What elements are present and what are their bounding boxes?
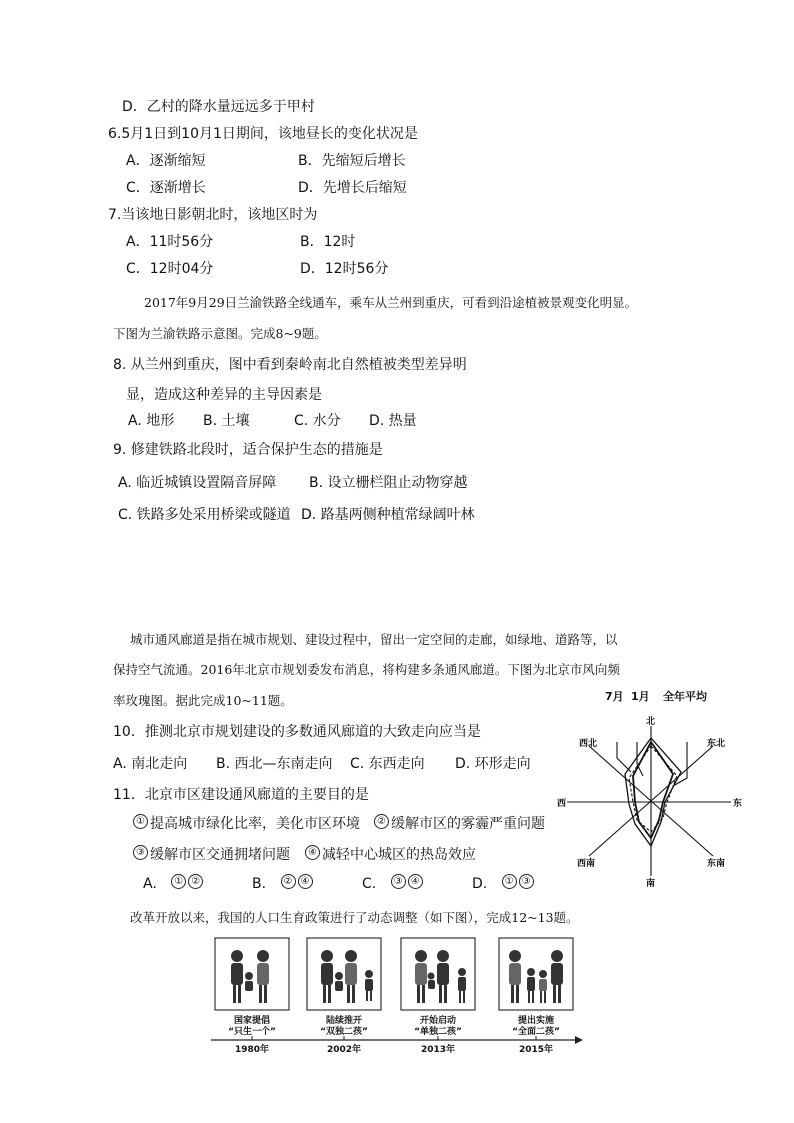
- q6-option-a: A．逐渐缩短: [126, 153, 206, 169]
- intro-8-9-line2: 下图为兰渝铁路示意图。完成8~9题。: [113, 326, 327, 341]
- circled-number-4: ④: [305, 845, 320, 860]
- panel-2002-caption2: “双独二孩”: [320, 1027, 368, 1037]
- year-2002: 2002年: [326, 1045, 362, 1055]
- q8-option-d: D. 热量: [369, 413, 417, 429]
- q10-option-a: A. 南北走向: [113, 756, 188, 772]
- q7-option-a: A．11时56分: [126, 234, 214, 250]
- circled-number-1: ①: [133, 814, 148, 829]
- circled-number-2: ②: [188, 874, 203, 889]
- intro-8-9-line1: 2017年9月29日兰渝铁路全线通车，乘车从兰州到重庆，可看到沿途植被景观变化明显。: [144, 295, 638, 310]
- direction-west: 西: [557, 799, 567, 809]
- q7-option-c: C．12时04分: [126, 261, 214, 277]
- q11-item-1: [133, 814, 360, 834]
- family-two-children-icon: [321, 950, 373, 1003]
- q9-stem: 9. 修建铁路北段时，适合保护生态的措施是: [113, 442, 383, 458]
- q10-option-d: D. 环形走向: [455, 756, 531, 772]
- q7-option-b: B．12时: [300, 234, 356, 250]
- intro-10-11-line2: 保持空气流通。2016年北京市规划委发布消息，将构建多条通风廊道。下图为北京市风向频: [113, 662, 620, 677]
- q11-option-d-letter: D.: [472, 876, 488, 892]
- panel-1980-caption2: “只生一个”: [228, 1027, 276, 1037]
- q11-option-c: [362, 874, 425, 894]
- direction-northeast: 东北: [707, 739, 726, 749]
- intro-12-13-line1: 改革开放以来，我国的人口生育政策进行了动态调整（如下图），完成12~13题。: [130, 910, 579, 925]
- direction-east: 东: [733, 799, 743, 809]
- panel-2013-caption2: “单独二孩”: [414, 1027, 462, 1037]
- wind-rose-diagram: [555, 690, 755, 890]
- intro-10-11-line1: 城市通风廊道是指在城市规划、建设过程中，留出一定空间的走廊，如绿地、道路等，以: [130, 632, 618, 647]
- panel-1980-caption1: 国家提倡: [233, 1016, 271, 1026]
- q11-stem: 11．北京市区建设通风廊道的主要目的是: [113, 787, 369, 803]
- q11-option-b-letter: B.: [252, 876, 267, 892]
- year-2015: 2015年: [518, 1045, 554, 1055]
- legend-july: 7月: [605, 690, 624, 703]
- q6-stem: 6.5月1日到10月1日期间，该地昼长的变化状况是: [108, 126, 418, 142]
- q6-option-b: B．先缩短后增长: [298, 153, 406, 169]
- q7-stem: 7.当该地日影朝北时，该地区时为: [108, 207, 318, 223]
- q6-option-c: C．逐渐增长: [126, 180, 206, 196]
- circled-number-1: ①: [502, 874, 517, 889]
- family-one-child-icon: [231, 950, 269, 1003]
- q6-option-d: D．先增长后缩短: [298, 180, 407, 196]
- q10-stem: 10．推测北京市规划建设的多数通风廊道的大致走向应当是: [113, 724, 481, 740]
- q11-option-a-letter: A.: [143, 876, 157, 892]
- intro-10-11-line3: 率玫瑰图。据此完成10~11题。: [113, 693, 293, 708]
- direction-south: 南: [646, 879, 656, 889]
- circled-number-3: ③: [133, 845, 148, 860]
- circled-number-4: ④: [408, 874, 423, 889]
- family-two-children-icon: [415, 950, 466, 1003]
- circled-number-4: ④: [298, 874, 313, 889]
- q8-stem-line2: 显，造成这种差异的主导因素是: [126, 387, 322, 403]
- circled-number-2: ②: [374, 814, 389, 829]
- q9-option-b: B. 设立栅栏阻止动物穿越: [309, 475, 468, 491]
- q11-item-3: [133, 845, 290, 865]
- q9-option-a: A. 临近城镇设置隔音屏障: [118, 475, 277, 491]
- q11-option-a: [143, 874, 205, 894]
- q11-item-1-text: 提高城市绿化比率，美化市区环境: [150, 816, 360, 832]
- q8-option-c: C. 水分: [294, 413, 341, 429]
- circled-number-3: ③: [519, 874, 534, 889]
- panel-2002-caption1: 陆续推开: [325, 1016, 363, 1026]
- direction-northwest: 西北: [579, 739, 598, 749]
- q7-option-d: D．12时56分: [300, 261, 389, 277]
- direction-southwest: 西南: [577, 859, 596, 869]
- year-1980: 1980年: [234, 1045, 270, 1055]
- q9-option-c: C. 铁路多处采用桥梁或隧道: [118, 507, 291, 523]
- year-2013: 2013年: [420, 1045, 456, 1055]
- circled-number-1: ①: [171, 874, 186, 889]
- q10-option-c: C. 东西走向: [350, 756, 425, 772]
- panel-2013-caption1: 开始启动: [419, 1016, 457, 1026]
- q11-option-d: [472, 874, 536, 894]
- q11-item-4-text: 减轻中心城区的热岛效应: [322, 847, 476, 863]
- q8-option-b: B. 土壤: [203, 413, 250, 429]
- q9-option-d: D. 路基两侧种植常绿阔叶林: [301, 507, 475, 523]
- legend-annual: 全年平均: [663, 690, 707, 703]
- q11-option-b: [252, 874, 315, 894]
- q8-stem-line1: 8. 从兰州到重庆，图中看到秦岭南北自然植被类型差异明: [113, 357, 467, 373]
- q11-item-3-text: 缓解市区交通拥堵问题: [150, 847, 290, 863]
- q5-option-d: D．乙村的降水量远远多于甲村: [122, 99, 315, 115]
- q8-option-a: A. 地形: [128, 413, 175, 429]
- q11-item-2: [374, 814, 545, 834]
- circled-number-3: ③: [391, 874, 406, 889]
- q11-item-4: [305, 845, 476, 865]
- timeline-arrow-icon: [575, 1036, 583, 1044]
- population-policy-timeline: [205, 932, 585, 1057]
- q11-item-2-text: 缓解市区的雾霾严重问题: [391, 816, 545, 832]
- panel-2015-caption2: “全面二孩”: [512, 1027, 560, 1037]
- circled-number-2: ②: [281, 874, 296, 889]
- direction-north: 北: [646, 717, 656, 727]
- panel-2015-caption1: 提出实施: [517, 1016, 555, 1026]
- direction-southeast: 东南: [707, 859, 726, 869]
- family-two-children-icon: [509, 950, 563, 1003]
- legend-january: 1月: [631, 690, 650, 703]
- q10-option-b: B. 西北—东南走向: [216, 756, 333, 772]
- q11-option-c-letter: C.: [362, 876, 377, 892]
